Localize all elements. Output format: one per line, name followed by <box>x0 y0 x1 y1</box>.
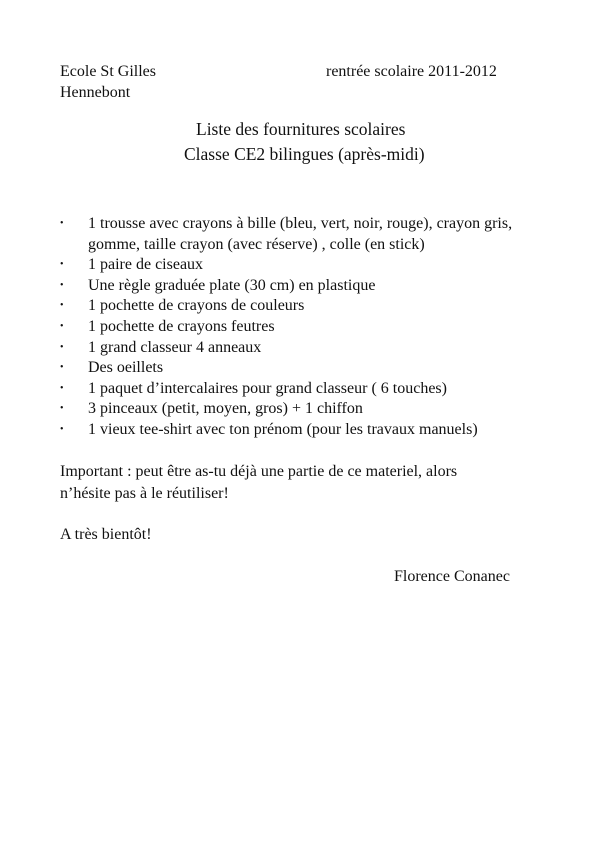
list-item-text: Une règle graduée plate (30 cm) en plastique <box>88 276 376 294</box>
list-item <box>60 379 560 400</box>
list-item-text: Des oeillets <box>88 359 164 377</box>
list-item <box>60 255 560 276</box>
list-item <box>60 214 560 255</box>
list-item-text: 1 vieux tee-shirt avec ton prénom (pour les travaux manuels) <box>88 420 478 438</box>
list-item-text: 1 pochette de crayons de couleurs <box>88 297 305 315</box>
school-year: rentrée scolaire 2011-2012 <box>326 63 497 80</box>
bullet-icon: • <box>60 218 64 229</box>
signature: Florence Conanec <box>394 568 510 585</box>
supplies-list <box>60 214 560 441</box>
list-item-text: 1 paire de ciseaux <box>88 256 204 274</box>
bullet-icon: • <box>60 362 64 374</box>
bullet-icon: • <box>60 259 64 271</box>
class-subtitle: Classe CE2 bilingues (après-midi) <box>184 144 425 164</box>
bullet-icon: • <box>60 423 64 435</box>
bullet-icon: • <box>60 382 64 394</box>
bullet-icon: • <box>60 403 64 415</box>
list-item <box>60 399 560 420</box>
important-note <box>60 461 530 505</box>
important-note-line: n’hésite pas à le réutiliser! <box>60 485 229 502</box>
bullet-icon: • <box>60 320 64 332</box>
list-item <box>60 276 560 297</box>
list-item <box>60 420 560 441</box>
bullet-icon: • <box>60 300 64 312</box>
bullet-icon: • <box>60 341 64 353</box>
list-item-text: 1 paquet d’intercalaires pour grand classeur ( 6 touches) <box>88 379 447 397</box>
list-item-text: 1 grand classeur 4 anneaux <box>88 338 262 356</box>
list-item <box>60 338 560 359</box>
document-title: Liste des fournitures scolaires <box>196 119 406 139</box>
list-item <box>60 317 560 338</box>
farewell-text: A très bientôt! <box>60 526 152 543</box>
list-item <box>60 358 560 379</box>
list-item-text: 1 pochette de crayons feutres <box>88 317 275 335</box>
bullet-icon: • <box>60 279 64 291</box>
school-name: Ecole St Gilles <box>60 63 156 80</box>
important-note-line: Important : peut être as-tu déjà une partie de ce materiel, alors <box>60 463 458 480</box>
list-item-text: 1 trousse avec crayons à bille (bleu, vert, noir, rouge), crayon gris, gomme, taille crayon (avec réserve) , colle (en stick) <box>88 215 513 253</box>
list-item <box>60 296 560 317</box>
school-city: Hennebont <box>60 84 131 101</box>
list-item-text: 3 pinceaux (petit, moyen, gros) + 1 chiffon <box>88 400 363 418</box>
